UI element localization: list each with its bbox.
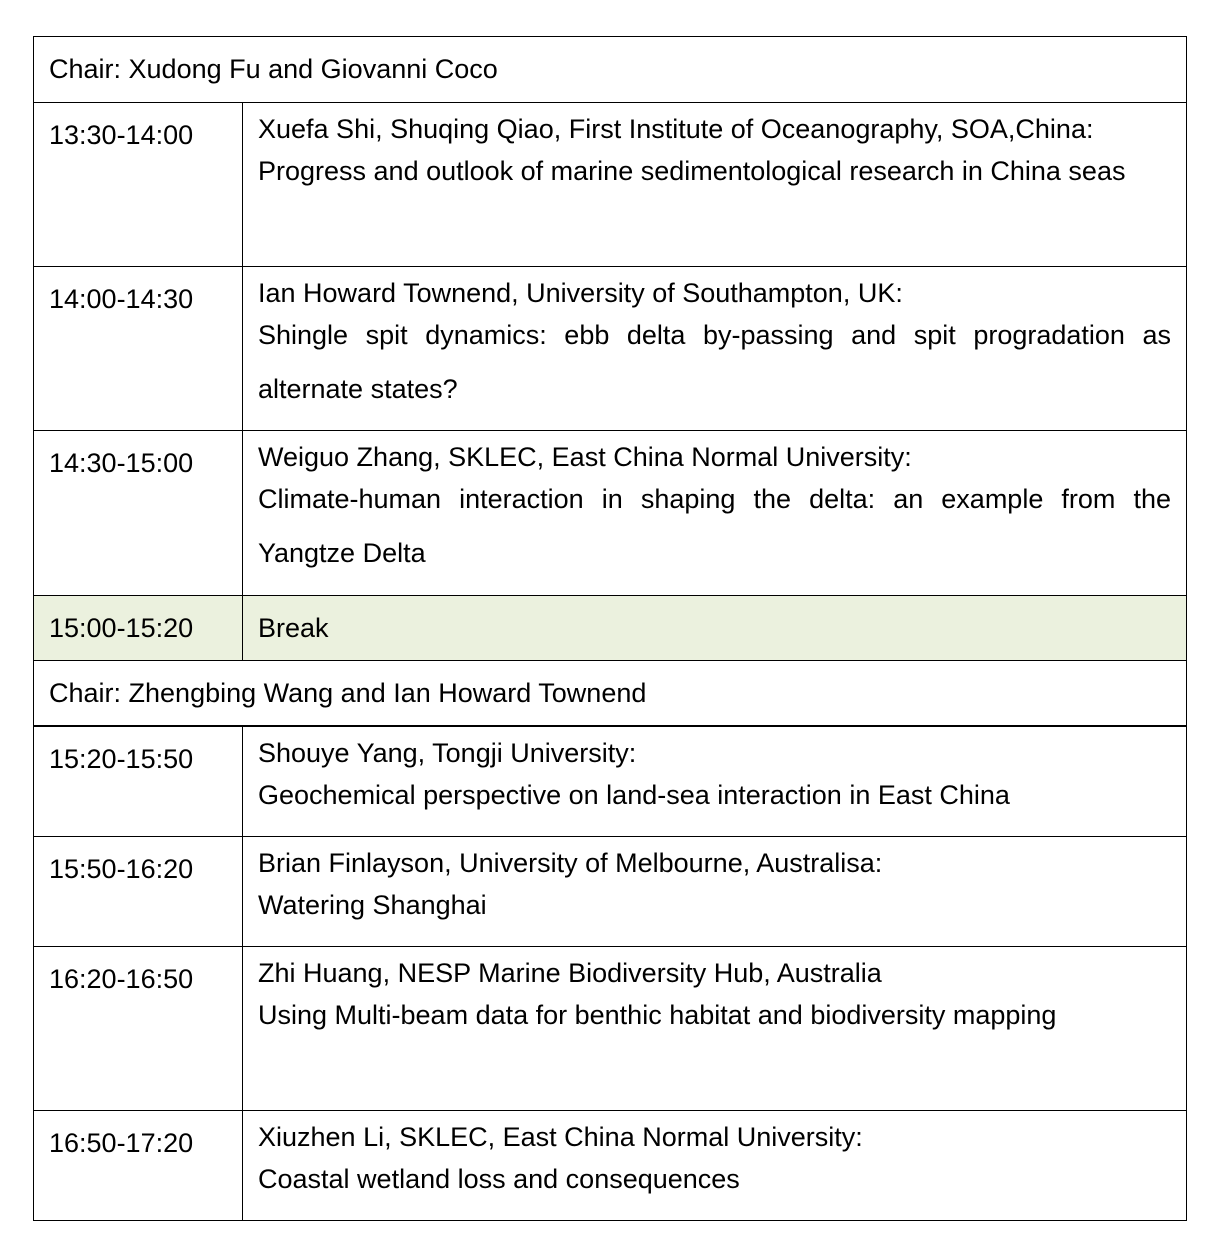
talk-content bbox=[243, 947, 1186, 1110]
talk-content bbox=[243, 727, 1186, 836]
talk-title: Shingle spit dynamics: ebb delta by-passing and spit progradation as alternate states? bbox=[258, 320, 1171, 404]
schedule-table bbox=[33, 36, 1187, 1221]
talk-time: 16:50-17:20 bbox=[34, 1111, 243, 1220]
talk-title: Geochemical perspective on land-sea interaction in East China bbox=[258, 780, 1010, 810]
talk-title: Climate-human interaction in shaping the delta: an example from the Yangtze Delta bbox=[258, 484, 1171, 568]
talk-content bbox=[243, 1111, 1186, 1220]
talk-speaker: Xiuzhen Li, SKLEC, East China Normal University: bbox=[258, 1122, 863, 1152]
talk-content bbox=[243, 431, 1186, 595]
talk-content bbox=[243, 837, 1186, 946]
talk-time: 14:30-15:00 bbox=[34, 431, 243, 595]
talk-time: 14:00-14:30 bbox=[34, 267, 243, 430]
talk-title: Watering Shanghai bbox=[258, 890, 487, 920]
talk-speaker: Xuefa Shi, Shuqing Qiao, First Institute of Oceanography, SOA,China: bbox=[258, 114, 1094, 144]
talk-row bbox=[34, 947, 1186, 1111]
talk-row bbox=[34, 267, 1186, 431]
session-chair-row bbox=[34, 37, 1186, 103]
talk-row bbox=[34, 431, 1186, 596]
talk-row bbox=[34, 837, 1186, 947]
talk-title: Coastal wetland loss and consequences bbox=[258, 1164, 740, 1194]
talk-row bbox=[34, 727, 1186, 837]
talk-content bbox=[243, 267, 1186, 430]
talk-time: 15:20-15:50 bbox=[34, 727, 243, 836]
talk-speaker: Shouye Yang, Tongji University: bbox=[258, 738, 637, 768]
talk-time: 16:20-16:50 bbox=[34, 947, 243, 1110]
talk-row bbox=[34, 1111, 1186, 1220]
break-label: Break bbox=[258, 613, 329, 643]
break-time: 15:00-15:20 bbox=[34, 596, 243, 660]
talk-row bbox=[34, 103, 1186, 267]
talk-content bbox=[243, 103, 1186, 266]
talk-title: Progress and outlook of marine sedimentological research in China seas bbox=[258, 156, 1126, 186]
talk-title: Using Multi-beam data for benthic habitat and biodiversity mapping bbox=[258, 1000, 1057, 1030]
session-chair-row bbox=[34, 661, 1186, 727]
talk-speaker: Zhi Huang, NESP Marine Biodiversity Hub, Australia bbox=[258, 958, 882, 988]
talk-speaker: Weiguo Zhang, SKLEC, East China Normal University: bbox=[258, 442, 912, 472]
talk-speaker: Brian Finlayson, University of Melbourne, Australisa: bbox=[258, 848, 883, 878]
session-chair: Chair: Xudong Fu and Giovanni Coco bbox=[49, 54, 498, 84]
talk-time: 15:50-16:20 bbox=[34, 837, 243, 946]
talk-speaker: Ian Howard Townend, University of Southampton, UK: bbox=[258, 278, 903, 308]
talk-time: 13:30-14:00 bbox=[34, 103, 243, 266]
session-chair: Chair: Zhengbing Wang and Ian Howard Townend bbox=[49, 677, 647, 708]
break-row bbox=[34, 596, 1186, 661]
